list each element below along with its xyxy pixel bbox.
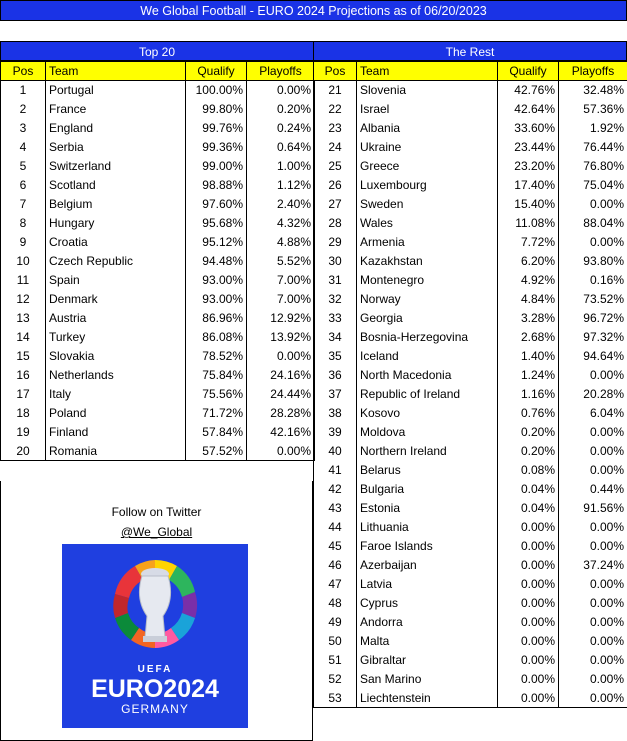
team-cell: Finland [46, 423, 186, 442]
team-cell: Montenegro [357, 271, 498, 290]
the-rest-header-row [314, 62, 627, 81]
team-cell: Cyprus [357, 594, 498, 613]
playoffs-cell: 0.20% [247, 100, 315, 119]
team-cell: England [46, 119, 186, 138]
table-row [1, 404, 315, 423]
table-row [314, 119, 627, 138]
playoffs-cell: 28.28% [247, 404, 315, 423]
playoffs-cell: 0.00% [559, 442, 627, 461]
euro-2024-logo [62, 544, 248, 728]
qualify-cell: 99.36% [186, 138, 247, 157]
pos-cell: 6 [1, 176, 46, 195]
qualify-cell: 0.04% [498, 480, 559, 499]
table-row [314, 670, 627, 689]
table-row [1, 385, 315, 404]
qualify-cell: 57.52% [186, 442, 247, 461]
table-row [314, 271, 627, 290]
team-cell: Azerbaijan [357, 556, 498, 575]
col-header-team: Team [357, 62, 498, 81]
qualify-cell: 0.00% [498, 670, 559, 689]
team-cell: Bosnia-Herzegovina [357, 328, 498, 347]
playoffs-cell: 20.28% [559, 385, 627, 404]
pos-cell: 39 [314, 423, 357, 442]
table-row [314, 290, 627, 309]
playoffs-cell: 76.44% [559, 138, 627, 157]
qualify-cell: 33.60% [498, 119, 559, 138]
qualify-cell: 95.12% [186, 233, 247, 252]
team-cell: Israel [357, 100, 498, 119]
pos-cell: 3 [1, 119, 46, 138]
follow-on-twitter-text: Follow on Twitter [111, 505, 202, 519]
table-row [1, 290, 315, 309]
team-cell: Faroe Islands [357, 537, 498, 556]
team-cell: Latvia [357, 575, 498, 594]
euro2024-text: EURO2024 [91, 675, 219, 703]
table-row [1, 309, 315, 328]
team-cell: Albania [357, 119, 498, 138]
pos-cell: 38 [314, 404, 357, 423]
playoffs-cell: 12.92% [247, 309, 315, 328]
pos-cell: 2 [1, 100, 46, 119]
pos-cell: 14 [1, 328, 46, 347]
pos-cell: 36 [314, 366, 357, 385]
table-row [314, 195, 627, 214]
table-row [314, 461, 627, 480]
table-row [314, 100, 627, 119]
team-cell: Ukraine [357, 138, 498, 157]
qualify-cell: 0.00% [498, 689, 559, 708]
qualify-cell: 95.68% [186, 214, 247, 233]
col-header-qualify: Qualify [186, 62, 247, 81]
playoffs-cell: 57.36% [559, 100, 627, 119]
team-cell: Bulgaria [357, 480, 498, 499]
qualify-cell: 0.00% [498, 556, 559, 575]
team-cell: France [46, 100, 186, 119]
qualify-cell: 0.00% [498, 632, 559, 651]
team-cell: Wales [357, 214, 498, 233]
team-cell: Gibraltar [357, 651, 498, 670]
pos-cell: 22 [314, 100, 357, 119]
pos-cell: 51 [314, 651, 357, 670]
table-row [314, 176, 627, 195]
playoffs-cell: 2.40% [247, 195, 315, 214]
table-row [1, 214, 315, 233]
table-row [314, 689, 627, 708]
pos-cell: 9 [1, 233, 46, 252]
table-row [1, 138, 315, 157]
qualify-cell: 0.04% [498, 499, 559, 518]
pos-cell: 1 [1, 81, 46, 100]
pos-cell: 4 [1, 138, 46, 157]
qualify-cell: 42.76% [498, 81, 559, 100]
qualify-cell: 75.84% [186, 366, 247, 385]
table-row [314, 366, 627, 385]
pos-cell: 31 [314, 271, 357, 290]
team-cell: Switzerland [46, 157, 186, 176]
playoffs-cell: 6.04% [559, 404, 627, 423]
playoffs-cell: 0.00% [559, 670, 627, 689]
qualify-cell: 100.00% [186, 81, 247, 100]
team-cell: Belgium [46, 195, 186, 214]
the-rest-heading: The Rest [313, 41, 627, 61]
qualify-cell: 0.00% [498, 651, 559, 670]
pos-cell: 33 [314, 309, 357, 328]
table-row [314, 651, 627, 670]
qualify-cell: 42.64% [498, 100, 559, 119]
team-cell: Luxembourg [357, 176, 498, 195]
table-row [314, 309, 627, 328]
qualify-cell: 99.00% [186, 157, 247, 176]
pos-cell: 47 [314, 575, 357, 594]
playoffs-cell: 0.00% [559, 195, 627, 214]
qualify-cell: 99.76% [186, 119, 247, 138]
playoffs-cell: 42.16% [247, 423, 315, 442]
table-row [314, 442, 627, 461]
qualify-cell: 0.00% [498, 575, 559, 594]
qualify-cell: 7.72% [498, 233, 559, 252]
pos-cell: 20 [1, 442, 46, 461]
table-row [1, 328, 315, 347]
col-header-pos: Pos [1, 62, 46, 81]
table-row [314, 556, 627, 575]
pos-cell: 53 [314, 689, 357, 708]
pos-cell: 18 [1, 404, 46, 423]
pos-cell: 21 [314, 81, 357, 100]
playoffs-cell: 91.56% [559, 499, 627, 518]
qualify-cell: 4.84% [498, 290, 559, 309]
qualify-cell: 0.76% [498, 404, 559, 423]
qualify-cell: 0.08% [498, 461, 559, 480]
pos-cell: 23 [314, 119, 357, 138]
playoffs-cell: 73.52% [559, 290, 627, 309]
team-cell: Slovenia [357, 81, 498, 100]
top-20-heading: Top 20 [0, 41, 314, 61]
pos-cell: 40 [314, 442, 357, 461]
table-row [314, 385, 627, 404]
col-header-pos: Pos [314, 62, 357, 81]
page-title: We Global Football - EURO 2024 Projections as of 06/20/2023 [0, 0, 627, 21]
pos-cell: 28 [314, 214, 357, 233]
qualify-cell: 99.80% [186, 100, 247, 119]
team-cell: Iceland [357, 347, 498, 366]
twitter-handle-link[interactable]: @We_Global [120, 525, 193, 539]
playoffs-cell: 0.00% [559, 518, 627, 537]
euro-2024-trophy-logo-icon [62, 544, 248, 728]
table-row [314, 347, 627, 366]
pos-cell: 50 [314, 632, 357, 651]
table-row [1, 157, 315, 176]
team-cell: Romania [46, 442, 186, 461]
table-row [314, 157, 627, 176]
playoffs-cell: 0.00% [559, 651, 627, 670]
qualify-cell: 1.24% [498, 366, 559, 385]
team-cell: Kazakhstan [357, 252, 498, 271]
playoffs-cell: 0.64% [247, 138, 315, 157]
team-cell: Denmark [46, 290, 186, 309]
table-row [1, 347, 315, 366]
qualify-cell: 86.96% [186, 309, 247, 328]
qualify-cell: 0.20% [498, 442, 559, 461]
table-row [1, 252, 315, 271]
qualify-cell: 78.52% [186, 347, 247, 366]
playoffs-cell: 0.24% [247, 119, 315, 138]
col-header-playoffs: Playoffs [559, 62, 627, 81]
pos-cell: 32 [314, 290, 357, 309]
playoffs-cell: 0.00% [559, 613, 627, 632]
pos-cell: 12 [1, 290, 46, 309]
table-row [1, 366, 315, 385]
pos-cell: 52 [314, 670, 357, 689]
playoffs-cell: 13.92% [247, 328, 315, 347]
team-cell: Armenia [357, 233, 498, 252]
team-cell: Slovakia [46, 347, 186, 366]
qualify-cell: 1.16% [498, 385, 559, 404]
pos-cell: 48 [314, 594, 357, 613]
pos-cell: 35 [314, 347, 357, 366]
pos-cell: 10 [1, 252, 46, 271]
team-cell: Austria [46, 309, 186, 328]
table-row [1, 271, 315, 290]
qualify-cell: 23.20% [498, 157, 559, 176]
germany-text: GERMANY [121, 702, 189, 716]
playoffs-cell: 24.16% [247, 366, 315, 385]
pos-cell: 11 [1, 271, 46, 290]
table-row [314, 404, 627, 423]
qualify-cell: 93.00% [186, 290, 247, 309]
team-cell: Portugal [46, 81, 186, 100]
pos-cell: 19 [1, 423, 46, 442]
team-cell: Estonia [357, 499, 498, 518]
playoffs-cell: 5.52% [247, 252, 315, 271]
playoffs-cell: 0.00% [247, 442, 315, 461]
pos-cell: 37 [314, 385, 357, 404]
team-cell: Republic of Ireland [357, 385, 498, 404]
playoffs-cell: 0.00% [559, 233, 627, 252]
col-header-playoffs: Playoffs [247, 62, 315, 81]
team-cell: Netherlands [46, 366, 186, 385]
qualify-cell: 93.00% [186, 271, 247, 290]
qualify-cell: 2.68% [498, 328, 559, 347]
team-cell: Italy [46, 385, 186, 404]
table-row [1, 100, 315, 119]
pos-cell: 24 [314, 138, 357, 157]
pos-cell: 8 [1, 214, 46, 233]
qualify-cell: 57.84% [186, 423, 247, 442]
team-cell: Turkey [46, 328, 186, 347]
pos-cell: 15 [1, 347, 46, 366]
playoffs-cell: 93.80% [559, 252, 627, 271]
team-cell: Kosovo [357, 404, 498, 423]
table-row [314, 575, 627, 594]
table-row [1, 176, 315, 195]
playoffs-cell: 1.00% [247, 157, 315, 176]
playoffs-cell: 0.00% [559, 461, 627, 480]
pos-cell: 27 [314, 195, 357, 214]
team-cell: North Macedonia [357, 366, 498, 385]
pos-cell: 25 [314, 157, 357, 176]
table-row [314, 252, 627, 271]
table-row [314, 499, 627, 518]
playoffs-cell: 0.00% [559, 537, 627, 556]
playoffs-cell: 0.00% [559, 366, 627, 385]
table-row [1, 233, 315, 252]
qualify-cell: 97.60% [186, 195, 247, 214]
qualify-cell: 86.08% [186, 328, 247, 347]
playoffs-cell: 7.00% [247, 290, 315, 309]
top-20-table [0, 61, 315, 461]
qualify-cell: 0.00% [498, 518, 559, 537]
pos-cell: 17 [1, 385, 46, 404]
team-cell: Lithuania [357, 518, 498, 537]
qualify-cell: 3.28% [498, 309, 559, 328]
uefa-text: UEFA [137, 664, 173, 675]
playoffs-cell: 96.72% [559, 309, 627, 328]
team-cell: Belarus [357, 461, 498, 480]
team-cell: Serbia [46, 138, 186, 157]
pos-cell: 43 [314, 499, 357, 518]
pos-cell: 5 [1, 157, 46, 176]
pos-cell: 41 [314, 461, 357, 480]
pos-cell: 13 [1, 309, 46, 328]
playoffs-cell: 4.32% [247, 214, 315, 233]
table-row [1, 81, 315, 100]
team-cell: Norway [357, 290, 498, 309]
team-cell: Croatia [46, 233, 186, 252]
playoffs-cell: 37.24% [559, 556, 627, 575]
playoffs-cell: 1.12% [247, 176, 315, 195]
pos-cell: 7 [1, 195, 46, 214]
team-cell: Sweden [357, 195, 498, 214]
col-header-team: Team [46, 62, 186, 81]
playoffs-cell: 0.00% [559, 575, 627, 594]
playoffs-cell: 0.44% [559, 480, 627, 499]
top-20-header-row [1, 62, 315, 81]
table-row [1, 442, 315, 461]
team-cell: Georgia [357, 309, 498, 328]
playoffs-cell: 0.00% [559, 632, 627, 651]
team-cell: Greece [357, 157, 498, 176]
pos-cell: 42 [314, 480, 357, 499]
playoffs-cell: 94.64% [559, 347, 627, 366]
qualify-cell: 0.00% [498, 613, 559, 632]
qualify-cell: 11.08% [498, 214, 559, 233]
team-cell: Andorra [357, 613, 498, 632]
team-cell: Northern Ireland [357, 442, 498, 461]
pos-cell: 30 [314, 252, 357, 271]
playoffs-cell: 0.00% [559, 689, 627, 708]
qualify-cell: 1.40% [498, 347, 559, 366]
playoffs-cell: 0.00% [559, 594, 627, 613]
table-row [314, 423, 627, 442]
qualify-cell: 98.88% [186, 176, 247, 195]
pos-cell: 45 [314, 537, 357, 556]
team-cell: Hungary [46, 214, 186, 233]
qualify-cell: 0.20% [498, 423, 559, 442]
playoffs-cell: 97.32% [559, 328, 627, 347]
playoffs-cell: 1.92% [559, 119, 627, 138]
table-row [314, 81, 627, 100]
col-header-qualify: Qualify [498, 62, 559, 81]
table-row [314, 480, 627, 499]
table-row [314, 613, 627, 632]
table-row [314, 328, 627, 347]
pos-cell: 34 [314, 328, 357, 347]
qualify-cell: 23.44% [498, 138, 559, 157]
pos-cell: 29 [314, 233, 357, 252]
qualify-cell: 75.56% [186, 385, 247, 404]
table-row [314, 138, 627, 157]
playoffs-cell: 76.80% [559, 157, 627, 176]
table-row [314, 632, 627, 651]
table-row [314, 594, 627, 613]
playoffs-cell: 0.00% [559, 423, 627, 442]
team-cell: Liechtenstein [357, 689, 498, 708]
team-cell: Poland [46, 404, 186, 423]
playoffs-cell: 0.16% [559, 271, 627, 290]
qualify-cell: 94.48% [186, 252, 247, 271]
playoffs-cell: 0.00% [247, 81, 315, 100]
qualify-cell: 0.00% [498, 537, 559, 556]
pos-cell: 26 [314, 176, 357, 195]
table-row [314, 518, 627, 537]
team-cell: Malta [357, 632, 498, 651]
table-row [1, 119, 315, 138]
table-row [1, 423, 315, 442]
qualify-cell: 71.72% [186, 404, 247, 423]
playoffs-cell: 75.04% [559, 176, 627, 195]
qualify-cell: 0.00% [498, 594, 559, 613]
qualify-cell: 17.40% [498, 176, 559, 195]
table-row [314, 537, 627, 556]
pos-cell: 49 [314, 613, 357, 632]
qualify-cell: 4.92% [498, 271, 559, 290]
team-cell: Scotland [46, 176, 186, 195]
playoffs-cell: 88.04% [559, 214, 627, 233]
table-row [314, 233, 627, 252]
table-row [314, 214, 627, 233]
pos-cell: 46 [314, 556, 357, 575]
team-cell: Czech Republic [46, 252, 186, 271]
table-row [1, 195, 315, 214]
playoffs-cell: 0.00% [247, 347, 315, 366]
playoffs-cell: 7.00% [247, 271, 315, 290]
team-cell: Moldova [357, 423, 498, 442]
qualify-cell: 15.40% [498, 195, 559, 214]
the-rest-table [313, 61, 627, 708]
playoffs-cell: 24.44% [247, 385, 315, 404]
playoffs-cell: 32.48% [559, 81, 627, 100]
team-cell: San Marino [357, 670, 498, 689]
playoffs-cell: 4.88% [247, 233, 315, 252]
pos-cell: 44 [314, 518, 357, 537]
pos-cell: 16 [1, 366, 46, 385]
team-cell: Spain [46, 271, 186, 290]
qualify-cell: 6.20% [498, 252, 559, 271]
